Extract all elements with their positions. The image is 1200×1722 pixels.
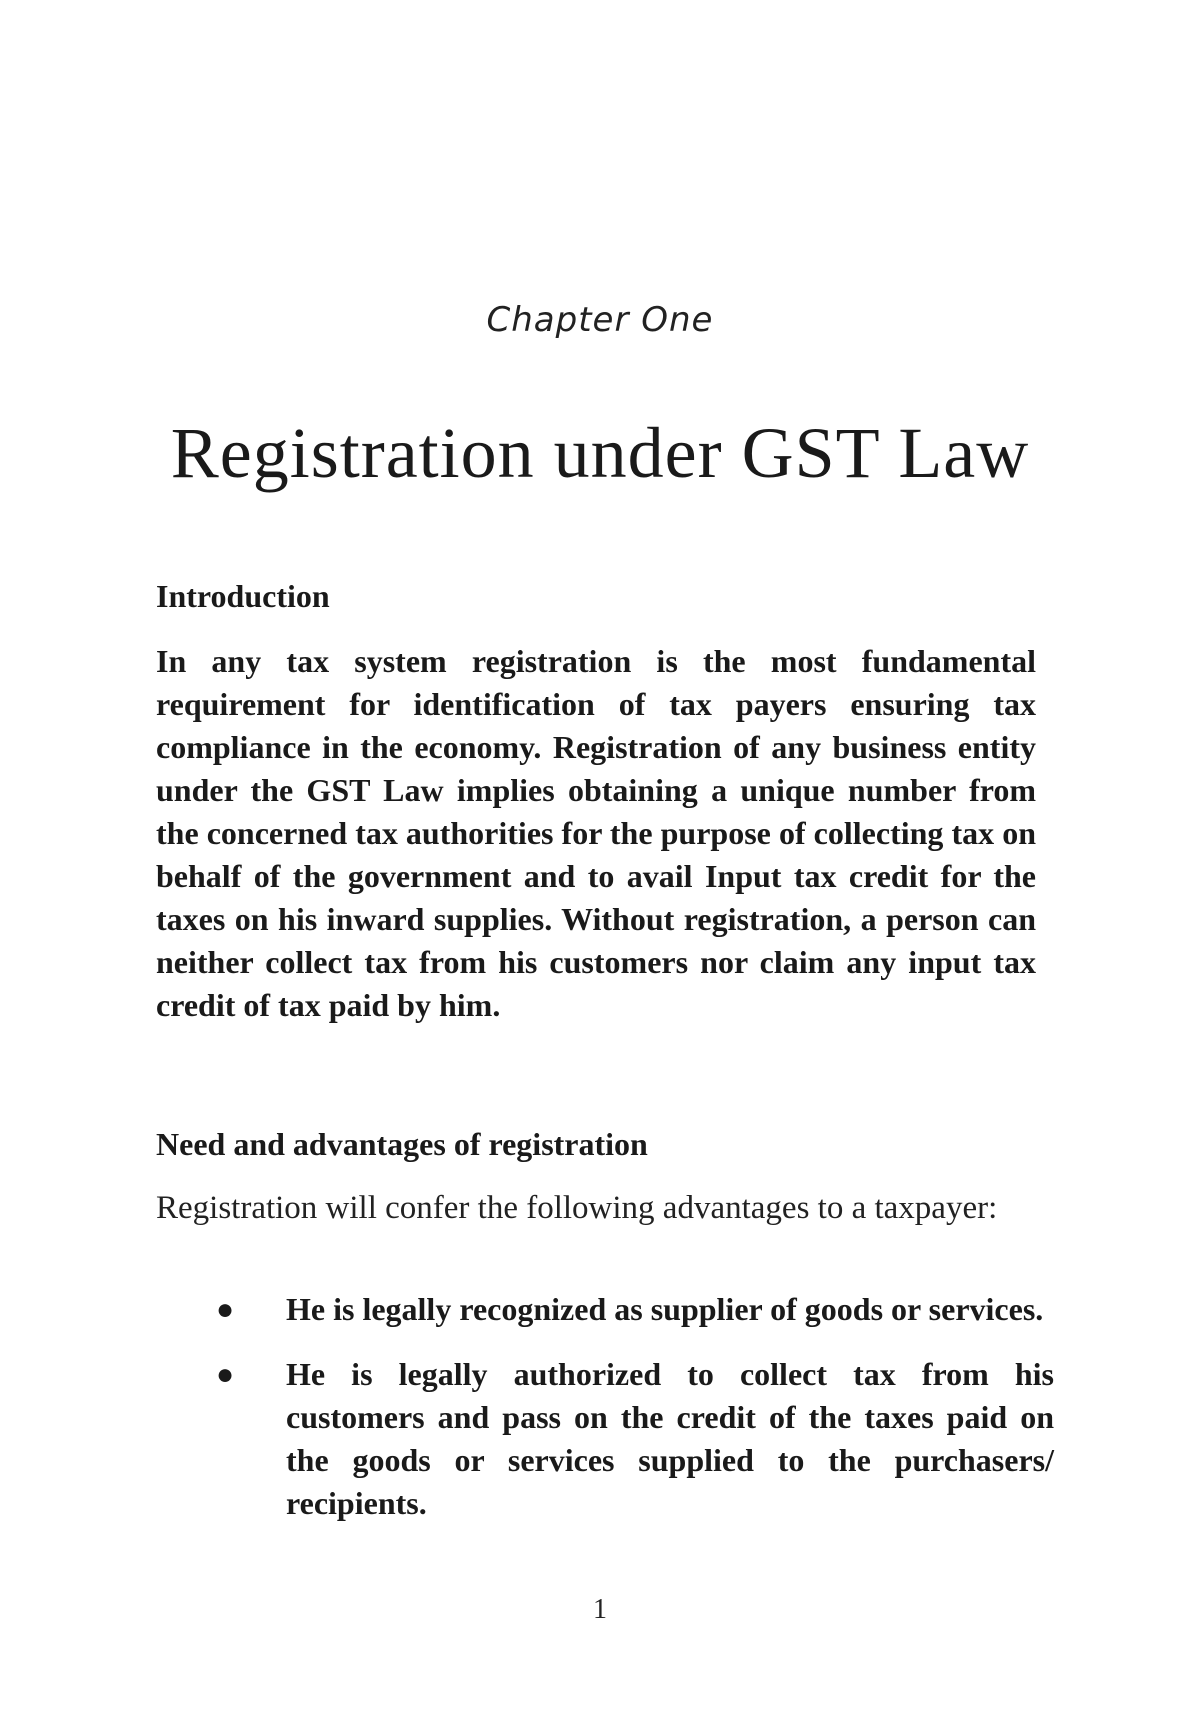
- introduction-paragraph: In any tax system registration is the most fundamental requirement for identification of tax payers ensuring tax compliance in the economy. Registration of any business entity under the GST Law implies obtaining a unique number from the concerned tax authorities for the purpose of collecting tax on behalf of the government and to avail Input tax credit for the taxes on his inward supplies. Without registration, a person can neither collect tax from his customers nor claim any input tax credit of tax paid by him.: [156, 643, 1036, 1023]
- section-heading-need-and-advantages: Need and advantages of registration: [156, 1126, 648, 1162]
- bullet-icon: ●: [216, 1358, 235, 1391]
- advantages-list: [216, 1288, 1054, 1547]
- list-item-text: He is legally authorized to collect tax from his customers and pass on the credit of the taxes paid on the goods or services supplied to the purchasers/ recipients.: [286, 1356, 1054, 1521]
- section-heading-introduction: Introduction: [156, 578, 330, 614]
- page-number: 1: [593, 1594, 607, 1625]
- list-item: [216, 1288, 1054, 1331]
- chapter-title: Registration under GST Law: [170, 413, 1030, 493]
- list-item: [216, 1353, 1054, 1525]
- chapter-label: Chapter One: [486, 300, 714, 340]
- list-item-text: He is legally recognized as supplier of goods or services.: [286, 1291, 1044, 1327]
- bullet-icon: ●: [216, 1293, 235, 1326]
- advantages-intro-paragraph: Registration will confer the following advantages to a taxpayer:: [156, 1190, 998, 1226]
